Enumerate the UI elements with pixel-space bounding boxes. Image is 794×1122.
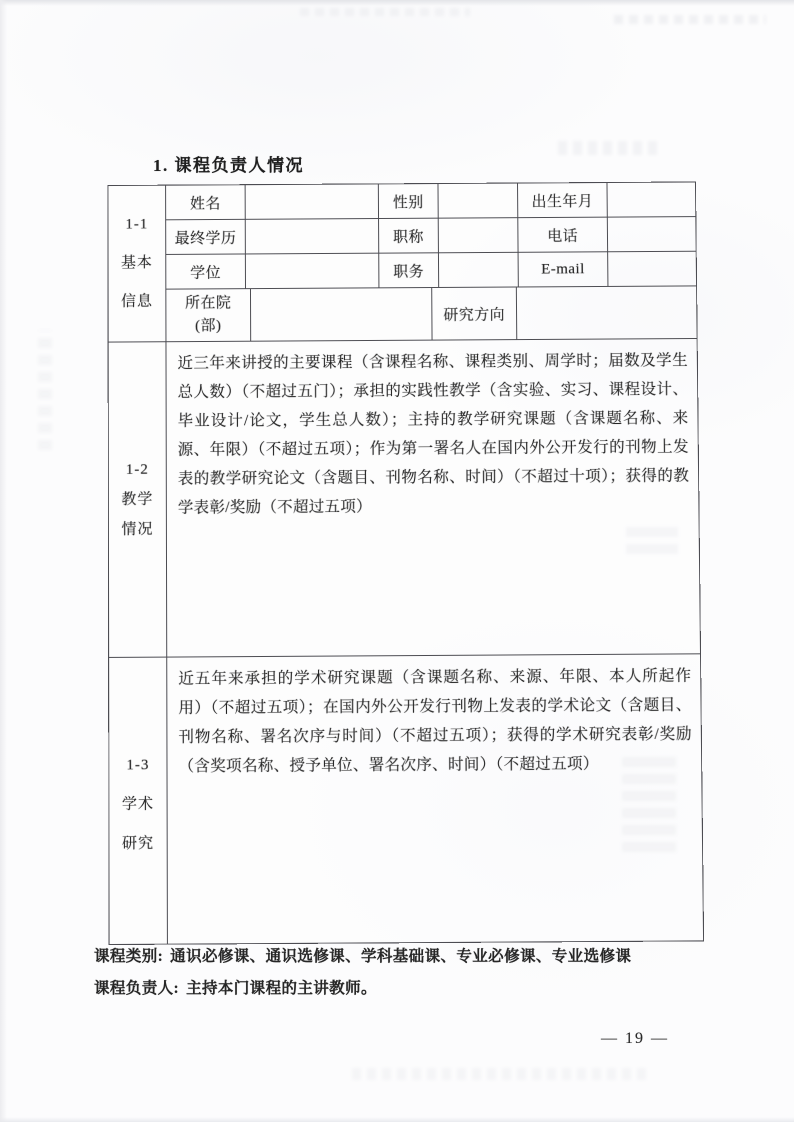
section-research-label <box>109 658 168 944</box>
row-degree-position-email <box>166 252 696 290</box>
row-name-gender-birth <box>166 182 695 220</box>
research-direction-label: 研究方向 <box>432 287 517 339</box>
footnotes <box>94 941 719 1004</box>
gender-value-cell <box>438 184 518 218</box>
research-direction-value-cell <box>517 286 697 339</box>
name-value-cell <box>246 184 379 218</box>
section-academic-research <box>109 654 703 944</box>
course-category-note-label: 课程类别: <box>94 948 164 965</box>
course-category-note <box>94 941 719 973</box>
position-value-cell <box>439 253 519 287</box>
row-education-title-phone <box>166 217 696 255</box>
section-name-line: 情况 <box>121 521 154 538</box>
education-value-cell <box>246 219 379 253</box>
section-id: 1-3 <box>126 757 150 774</box>
section-name-line: 基本 <box>120 255 153 272</box>
bleed-through-artifact <box>352 1068 652 1080</box>
bleed-through-artifact <box>38 330 52 450</box>
section-teaching-label <box>109 342 168 657</box>
position-label: 职务 <box>379 253 439 287</box>
course-leader-note-text: 主持本门课程的主讲教师。 <box>186 979 377 997</box>
teaching-description: 近三年来讲授的主要课程（含课程名称、课程类别、周学时；届数及学生总人数）（不超过五门）；承担的实践性教学（含实验、实习、课程设计、毕业设计/论文，学生总人数）；主持的教学研究课题（含课题名称、来源、年限）（不超过五项）；作为第一署名人在国内外公开发行的刊物上发表的教学研究论文（含题目、刊物名称、时间）（不超过十项）；获得的教学表彰/奖励（不超过五项） <box>177 351 690 517</box>
section-name-line: 信息 <box>121 293 153 310</box>
prof-title-value-cell <box>439 218 519 252</box>
scan-edge-top <box>0 0 794 6</box>
scan-edge-left <box>0 0 7 1122</box>
bleed-through-artifact <box>300 8 470 16</box>
section-basic-info <box>108 182 696 342</box>
name-label: 姓名 <box>166 185 246 219</box>
degree-value-cell <box>246 254 380 289</box>
birth-date-label: 出生年月 <box>518 183 608 217</box>
scan-edge-bottom <box>0 1117 794 1122</box>
course-leader-note <box>94 973 719 1005</box>
prof-title-label: 职称 <box>379 219 439 253</box>
department-label: 所在院 (部) <box>166 289 251 341</box>
section-basic-info-label <box>108 186 166 342</box>
gender-label: 性别 <box>379 184 439 218</box>
birth-date-value-cell <box>607 182 695 216</box>
section-id: 1-1 <box>125 216 149 233</box>
section-name-line: 研究 <box>121 835 155 853</box>
section-teaching <box>109 339 700 658</box>
section-id: 1-2 <box>125 461 149 478</box>
email-label: E-mail <box>519 252 609 286</box>
research-description: 近五年来承担的学术研究课题（含课题名称、来源、年限、本人所起作用）（不超过五项）；在国内外公开发行刊物上发表的学术论文（含题目、刊物名称、署名次序与时间）（不超过五项）；获得的学术研究表彰/奖励（含奖项名称、授予单位、署名次序、时间）（不超过五项） <box>178 667 692 776</box>
degree-label: 学位 <box>166 254 246 288</box>
row-department-research <box>166 286 696 341</box>
course-leader-note-label: 课程负责人: <box>94 979 180 997</box>
education-label: 最终学历 <box>166 220 246 254</box>
course-category-note-text: 通识必修课、通识选修课、学科基础课、专业必修课、专业选修课 <box>170 948 632 965</box>
page-number: — 19 — <box>601 1030 669 1047</box>
phone-label: 电话 <box>518 218 608 252</box>
page-title: 1. 课程负责人情况 <box>153 156 304 175</box>
bleed-through-artifact <box>614 15 766 24</box>
section-name-line: 学术 <box>121 796 155 813</box>
email-value-cell <box>608 252 696 286</box>
course-leader-table <box>107 181 704 945</box>
department-value-cell <box>251 288 433 341</box>
phone-value-cell <box>608 217 696 251</box>
bleed-through-artifact <box>558 141 662 155</box>
section-name-line: 教学 <box>121 491 154 508</box>
